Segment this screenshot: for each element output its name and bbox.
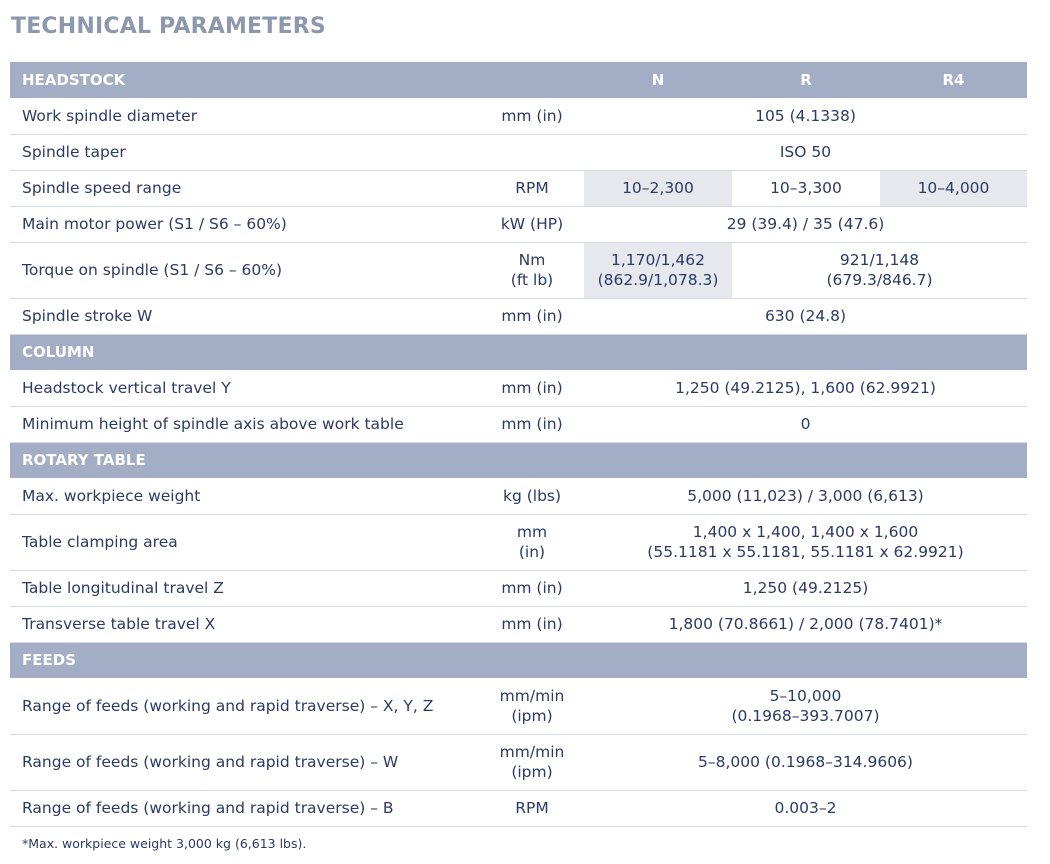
param-value: 630 (24.8) bbox=[584, 298, 1027, 334]
page-title: TECHNICAL PARAMETERS bbox=[11, 14, 326, 39]
unit-line-2: (ipm) bbox=[511, 763, 553, 781]
value-line-1: 1,400 x 1,400, 1,400 x 1,600 bbox=[692, 522, 919, 541]
column-header-r: R bbox=[732, 62, 880, 98]
unit-label: kg (lbs) bbox=[480, 478, 584, 514]
param-label: Range of feeds (working and rapid traverse) – X, Y, Z bbox=[10, 678, 480, 734]
section-label: COLUMN bbox=[10, 334, 1027, 370]
footnote: *Max. workpiece weight 3,000 kg (6,613 lbs). bbox=[22, 836, 307, 851]
param-value: 1,800 (70.8661) / 2,000 (78.7401)* bbox=[584, 606, 1027, 642]
param-value-n: 10–2,300 bbox=[584, 170, 732, 206]
unit-label: mm (in) bbox=[480, 606, 584, 642]
param-value bbox=[584, 514, 1027, 570]
param-label: Spindle speed range bbox=[10, 170, 480, 206]
section-label: FEEDS bbox=[10, 642, 1027, 678]
param-label: Max. workpiece weight bbox=[10, 478, 480, 514]
param-label: Spindle taper bbox=[10, 134, 480, 170]
unit-label: mm (in) bbox=[480, 406, 584, 442]
value-line-1: 1,170/1,462 bbox=[611, 250, 705, 269]
section-header-rotary-table bbox=[10, 442, 1027, 478]
table-row bbox=[10, 790, 1027, 826]
param-value-r4: 10–4,000 bbox=[880, 170, 1027, 206]
unit-label: mm (in) bbox=[480, 370, 584, 406]
param-label: Transverse table travel X bbox=[10, 606, 480, 642]
unit-line-1: mm/min bbox=[499, 686, 565, 705]
param-value bbox=[584, 678, 1027, 734]
value-line-2: (862.9/1,078.3) bbox=[597, 271, 719, 289]
unit-label bbox=[480, 734, 584, 790]
param-value: 29 (39.4) / 35 (47.6) bbox=[584, 206, 1027, 242]
param-value: 5–8,000 (0.1968–314.9606) bbox=[584, 734, 1027, 790]
table-row bbox=[10, 734, 1027, 790]
table-row bbox=[10, 606, 1027, 642]
section-header-column bbox=[10, 334, 1027, 370]
unit-label: mm (in) bbox=[480, 570, 584, 606]
unit-line-2: (ft lb) bbox=[510, 271, 554, 289]
unit-label: mm (in) bbox=[480, 298, 584, 334]
param-value: 0.003–2 bbox=[584, 790, 1027, 826]
unit-label: mm (in) bbox=[480, 98, 584, 134]
unit-line-1: Nm bbox=[518, 250, 546, 269]
column-header-n: N bbox=[584, 62, 732, 98]
table-row bbox=[10, 134, 1027, 170]
section-label: HEADSTOCK bbox=[10, 62, 480, 98]
param-label: Minimum height of spindle axis above work table bbox=[10, 406, 480, 442]
unit-label: RPM bbox=[480, 170, 584, 206]
unit-line-2: (ipm) bbox=[511, 706, 553, 725]
value-line-1: 921/1,148 bbox=[839, 250, 920, 269]
technical-parameters-table bbox=[10, 62, 1027, 827]
unit-label bbox=[480, 134, 584, 170]
table-row bbox=[10, 678, 1027, 734]
table-row bbox=[10, 206, 1027, 242]
table-row bbox=[10, 406, 1027, 442]
table-row bbox=[10, 298, 1027, 334]
unit-line-1: mm bbox=[516, 522, 548, 541]
param-label: Main motor power (S1 / S6 – 60%) bbox=[10, 206, 480, 242]
param-value-r-r4 bbox=[732, 242, 1027, 298]
param-label: Range of feeds (working and rapid traverse) – W bbox=[10, 734, 480, 790]
value-line-2: (55.1181 x 55.1181, 55.1181 x 62.9921) bbox=[647, 543, 964, 561]
param-value: 1,250 (49.2125), 1,600 (62.9921) bbox=[584, 370, 1027, 406]
table-row bbox=[10, 242, 1027, 298]
unit-label: RPM bbox=[480, 790, 584, 826]
param-label: Work spindle diameter bbox=[10, 98, 480, 134]
column-header-r4: R4 bbox=[880, 62, 1027, 98]
param-value: 105 (4.1338) bbox=[584, 98, 1027, 134]
param-label: Torque on spindle (S1 / S6 – 60%) bbox=[10, 242, 480, 298]
value-line-2: (0.1968–393.7007) bbox=[731, 706, 880, 725]
table-row bbox=[10, 514, 1027, 570]
table-row bbox=[10, 570, 1027, 606]
param-value: 1,250 (49.2125) bbox=[584, 570, 1027, 606]
param-label: Table longitudinal travel Z bbox=[10, 570, 480, 606]
table-row bbox=[10, 170, 1027, 206]
param-value-r: 10–3,300 bbox=[732, 170, 880, 206]
section-header-headstock bbox=[10, 62, 1027, 98]
param-label: Table clamping area bbox=[10, 514, 480, 570]
unit-line-1: mm/min bbox=[499, 742, 565, 761]
section-header-feeds bbox=[10, 642, 1027, 678]
value-line-2: (679.3/846.7) bbox=[826, 271, 933, 289]
param-label: Spindle stroke W bbox=[10, 298, 480, 334]
unit-label: kW (HP) bbox=[480, 206, 584, 242]
unit-label bbox=[480, 242, 584, 298]
param-label: Range of feeds (working and rapid traverse) – B bbox=[10, 790, 480, 826]
section-label: ROTARY TABLE bbox=[10, 442, 1027, 478]
param-value: 5,000 (11,023) / 3,000 (6,613) bbox=[584, 478, 1027, 514]
table-row bbox=[10, 478, 1027, 514]
value-line-1: 5–10,000 bbox=[769, 686, 842, 705]
param-label: Headstock vertical travel Y bbox=[10, 370, 480, 406]
param-value-n bbox=[584, 242, 732, 298]
table-row bbox=[10, 98, 1027, 134]
unit-label bbox=[480, 514, 584, 570]
unit-line-2: (in) bbox=[518, 543, 546, 561]
unit-label bbox=[480, 678, 584, 734]
table-row bbox=[10, 370, 1027, 406]
param-value: ISO 50 bbox=[584, 134, 1027, 170]
param-value: 0 bbox=[584, 406, 1027, 442]
